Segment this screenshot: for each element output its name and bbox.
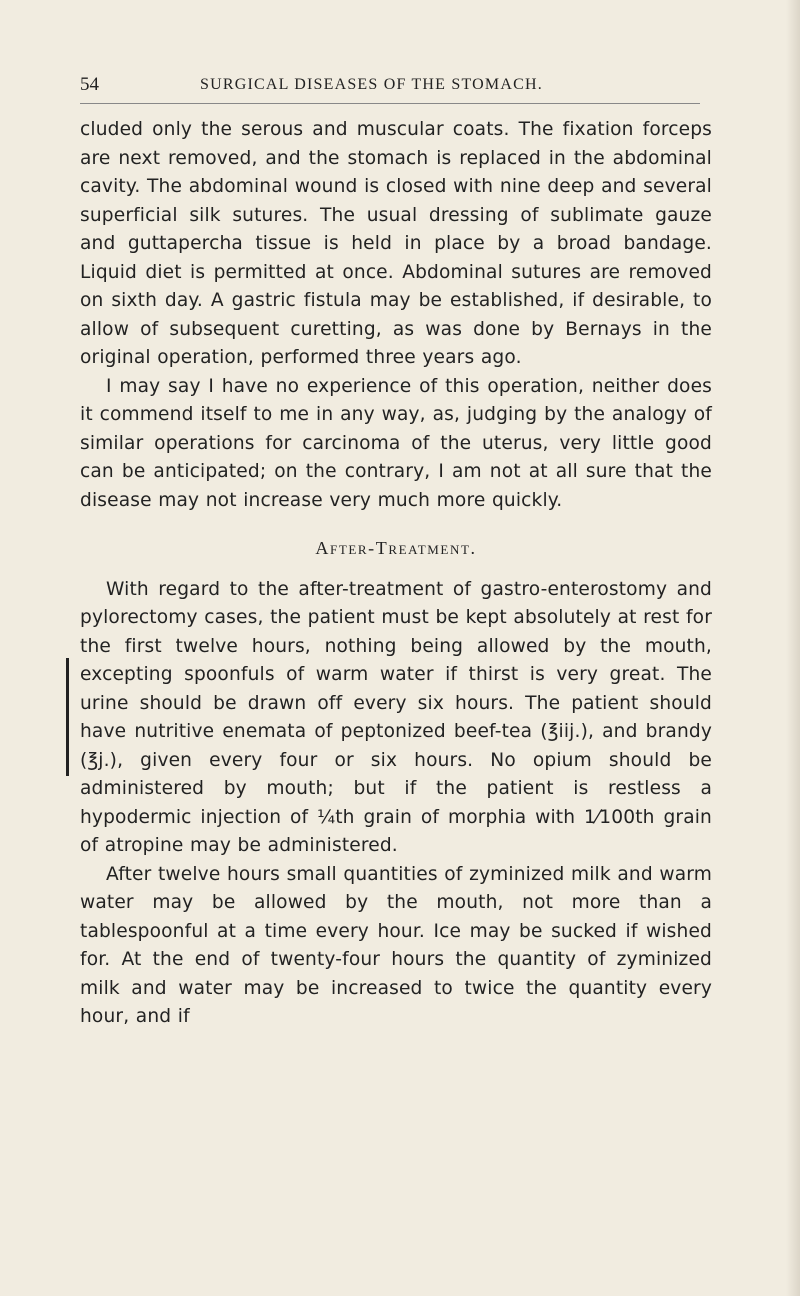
paragraph-after-treatment: With regard to the after-treatment of gastro-enterostomy and pylorectomy cases, the patient must be kept absolutely at rest for the first twelve hours, nothing being allowed by the mouth, excepting spoonfuls of warm water if thirst is very great. The urine should be drawn off every six hours. The patient should have nutritive enemata of peptonized beef-tea (℥iij.), and brandy (℥j.), given every four or six hours. No opium should be administered by mouth; but if the patient is restless a hypodermic injection of ¼th grain of morphia with 1⁄100th grain of atropine may be administered. (80, 578, 712, 856)
margin-mark (66, 658, 69, 776)
header-rule (80, 103, 700, 104)
section-heading: After-Treatment. (315, 538, 477, 558)
paragraph-experience: I may say I have no experience of this operation, neither does it commend itself to me in any way, as, judging by the analogy of similar operations for carcinoma of the uterus, very little good can be anticipated; on the contrary, I am not at all sure that the disease may not increase very much more quickly. (80, 375, 712, 511)
paragraph-feeding: After twelve hours small quantities of zyminized milk and warm water may be allowed by the mouth, not more than a tablespoonful at a time every hour. Ice may be sucked if wished for. At the end of twenty-four hours the quantity of zyminized milk and water may be increased to twice the quantity every hour, and if (80, 863, 712, 1027)
body-text (80, 116, 712, 1032)
page-header (80, 70, 700, 104)
running-title: SURGICAL DISEASES OF THE STOMACH. (200, 76, 543, 93)
page-number: 54 (80, 74, 99, 95)
page-edge-shadow (786, 0, 800, 1296)
paragraph-continuation: cluded only the serous and muscular coats. The fixation forceps are next removed, and the stomach is replaced in the abdominal cavity. The abdominal wound is closed with nine deep and several superficial silk sutures. The usual dressing of sublimate gauze and guttapercha tissue is held in place by a broad bandage. Liquid diet is permitted at once. Abdominal sutures are removed on sixth day. A gastric fistula may be established, if desirable, to allow of subsequent curetting, as was done by Bernays in the original operation, performed three years ago. (80, 119, 712, 368)
